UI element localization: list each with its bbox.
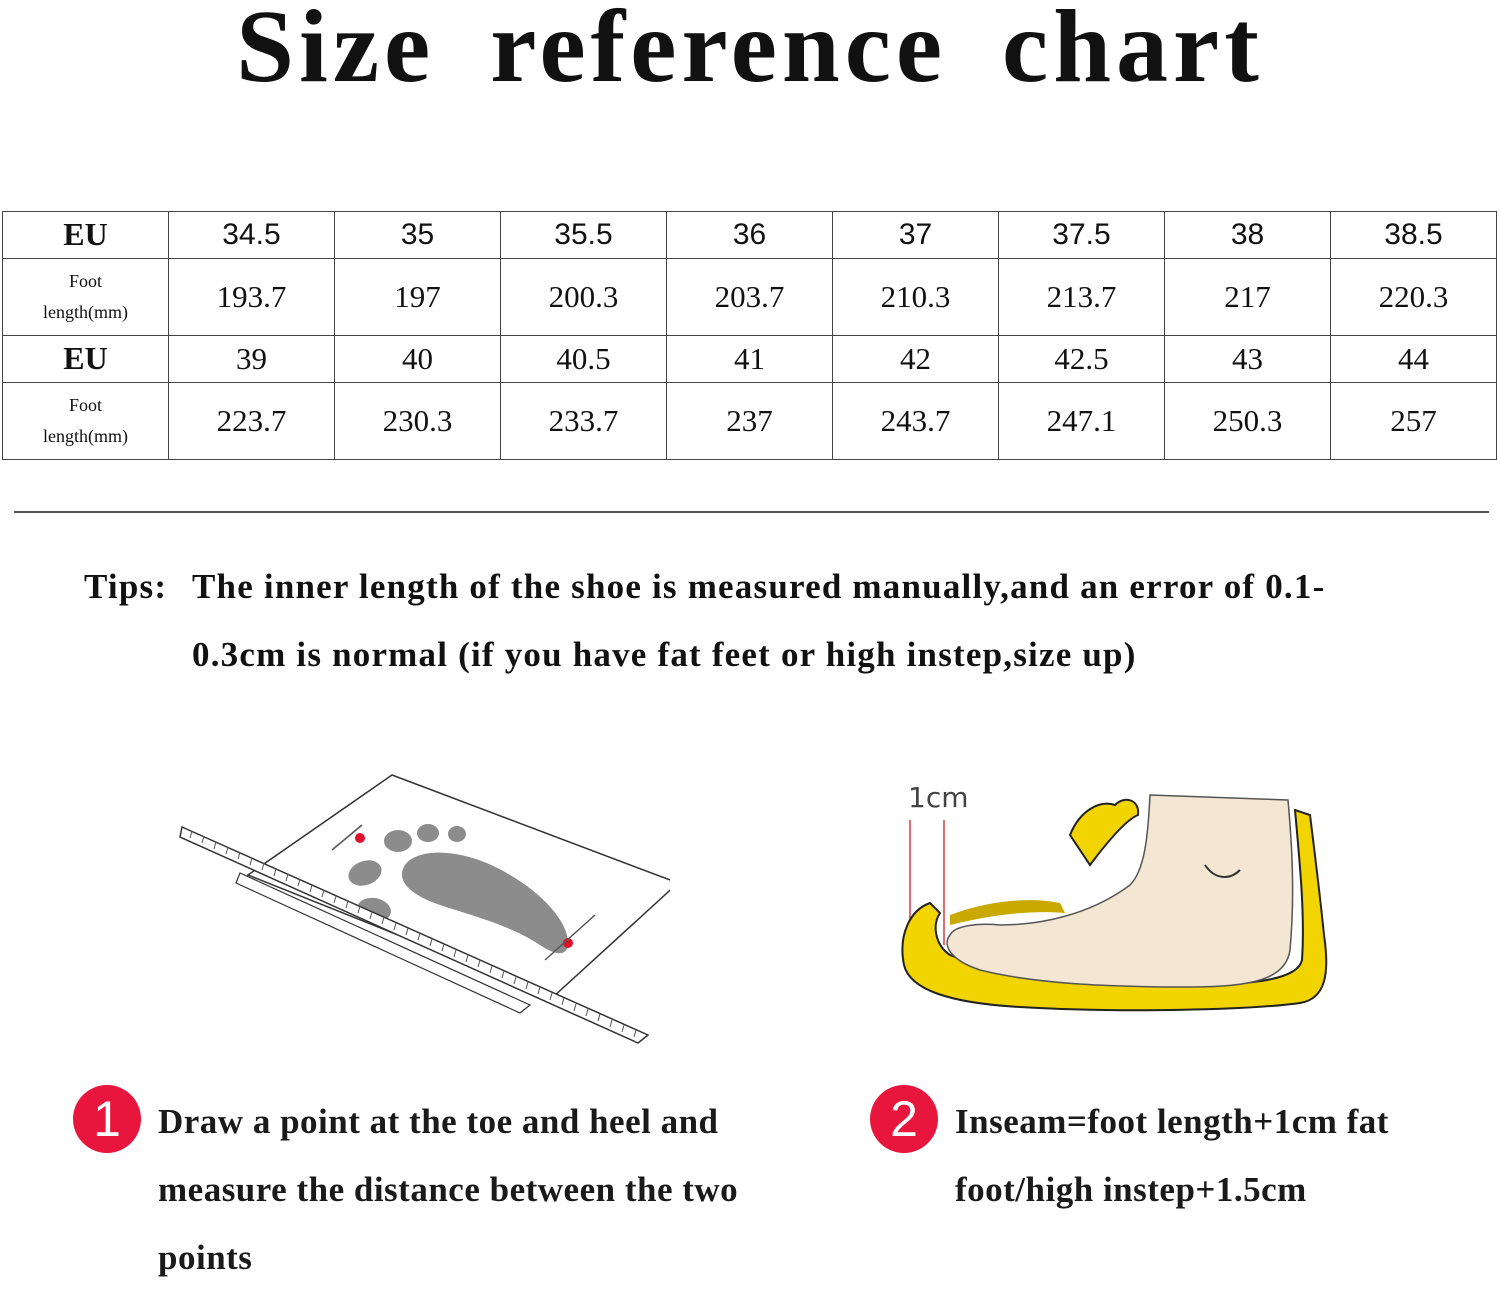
divider xyxy=(14,511,1489,513)
table-cell: 217 xyxy=(1165,258,1331,335)
toe-point xyxy=(355,833,365,843)
table-cell: 42 xyxy=(833,335,999,382)
foot-label-line2: length(mm) xyxy=(43,301,128,322)
measure-label: 1cm xyxy=(908,781,969,814)
table-cell: 35 xyxy=(335,212,501,259)
eu-label: EU xyxy=(3,212,169,259)
table-cell: 38 xyxy=(1165,212,1331,259)
table-cell: 35.5 xyxy=(501,212,667,259)
table-cell: 39 xyxy=(169,335,335,382)
table-row xyxy=(3,258,1497,335)
footprint-ruler-illustration xyxy=(170,765,670,1055)
foot-label-line1: Foot xyxy=(68,394,102,415)
table-cell: 250.3 xyxy=(1165,382,1331,459)
foot-label-line2: length(mm) xyxy=(43,425,128,446)
table-row xyxy=(3,335,1497,382)
table-cell: 38.5 xyxy=(1331,212,1497,259)
table-cell: 233.7 xyxy=(501,382,667,459)
table-cell: 257 xyxy=(1331,382,1497,459)
tips-paragraph xyxy=(84,553,1344,689)
table-cell: 197 xyxy=(335,258,501,335)
foot-length-label xyxy=(3,382,169,459)
table-cell: 210.3 xyxy=(833,258,999,335)
table-cell: 223.7 xyxy=(169,382,335,459)
table-cell: 220.3 xyxy=(1331,258,1497,335)
tips-label: Tips: xyxy=(84,567,168,606)
table-cell: 203.7 xyxy=(667,258,833,335)
tips-text: The inner length of the shoe is measured manually,and an error of 0.1-0.3cm is normal (if you have fat feet or high instep,size up) xyxy=(192,567,1326,674)
table-cell: 247.1 xyxy=(999,382,1165,459)
table-cell: 213.7 xyxy=(999,258,1165,335)
table-cell: 43 xyxy=(1165,335,1331,382)
size-table xyxy=(2,211,1497,460)
step-1-badge: 1 xyxy=(73,1085,141,1153)
table-cell: 237 xyxy=(667,382,833,459)
foot-in-shoe-illustration xyxy=(890,775,1340,1035)
table-row xyxy=(3,382,1497,459)
table-row xyxy=(3,212,1497,259)
eu-label: EU xyxy=(3,335,169,382)
table-cell: 40 xyxy=(335,335,501,382)
step-2-badge: 2 xyxy=(870,1085,938,1153)
step-1-text: Draw a point at the toe and heel and measure the distance between the two points xyxy=(158,1102,739,1277)
table-cell: 193.7 xyxy=(169,258,335,335)
table-cell: 42.5 xyxy=(999,335,1165,382)
table-cell: 37 xyxy=(833,212,999,259)
table-cell: 44 xyxy=(1331,335,1497,382)
foot-label-line1: Foot xyxy=(68,270,102,291)
step-2-text: Inseam=foot length+1cm fat foot/high instep+1.5cm xyxy=(955,1102,1389,1209)
table-cell: 40.5 xyxy=(501,335,667,382)
table-cell: 230.3 xyxy=(335,382,501,459)
table-cell: 34.5 xyxy=(169,212,335,259)
table-cell: 41 xyxy=(667,335,833,382)
table-cell: 200.3 xyxy=(501,258,667,335)
table-cell: 37.5 xyxy=(999,212,1165,259)
table-cell: 243.7 xyxy=(833,382,999,459)
page-title: Size reference chart xyxy=(236,0,1264,104)
table-cell: 36 xyxy=(667,212,833,259)
foot-length-label xyxy=(3,258,169,335)
